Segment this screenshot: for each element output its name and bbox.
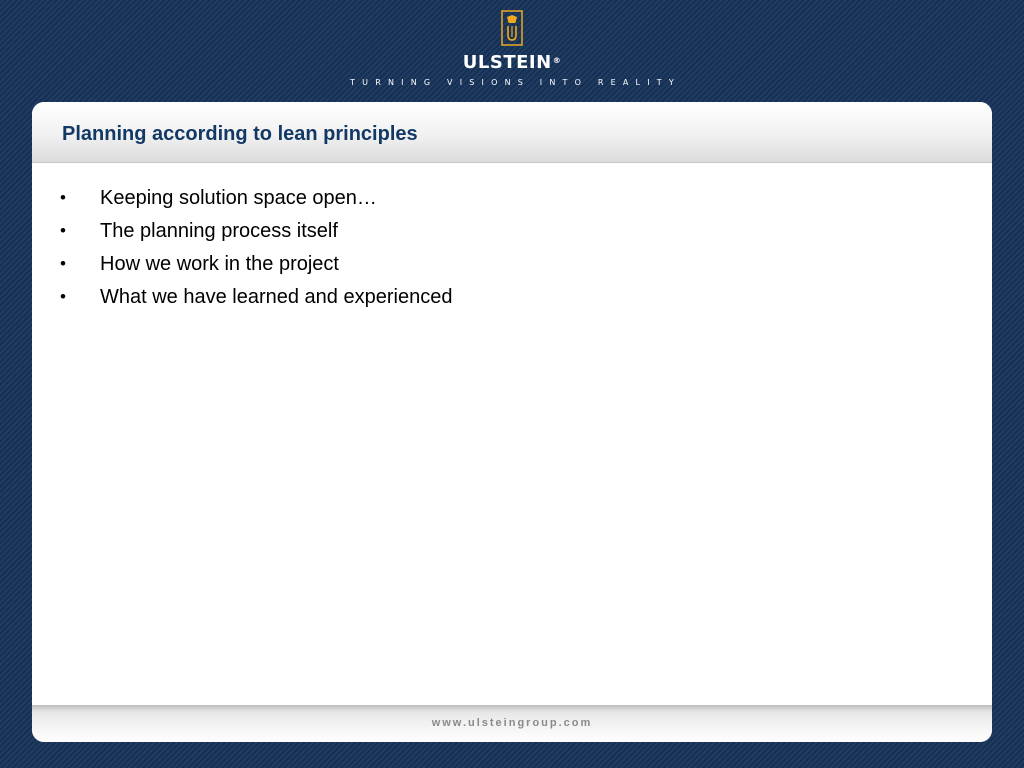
- bullet-item: [32, 285, 992, 318]
- footer-bar: [32, 705, 992, 742]
- footer-url: www.ulsteingroup.com: [431, 717, 593, 729]
- slide-card: [32, 102, 992, 742]
- bullet-text: How we work in the project: [100, 253, 339, 275]
- bullet-item: [32, 219, 992, 252]
- bullet-item: [32, 186, 992, 219]
- bullet-icon: •: [60, 254, 66, 273]
- bullet-icon: •: [60, 287, 66, 306]
- bullet-icon: •: [60, 188, 66, 207]
- bullet-icon: •: [60, 221, 66, 240]
- bullet-list: [32, 186, 992, 318]
- brand-tagline: TURNING VISIONS INTO REALITY: [350, 78, 681, 87]
- bullet-text: What we have learned and experienced: [100, 286, 453, 308]
- registered-mark: ®: [552, 56, 562, 65]
- bullet-item: [32, 252, 992, 285]
- slide-content: [32, 186, 992, 318]
- bullet-text: The planning process itself: [100, 220, 338, 242]
- brand-wordmark: ULSTEIN®: [462, 52, 562, 73]
- slide-title: Planning according to lean principles: [62, 123, 418, 145]
- title-bar: [32, 102, 992, 163]
- bullet-text: Keeping solution space open…: [100, 187, 377, 209]
- ulstein-logo-icon: [501, 10, 523, 46]
- brand-header: [0, 10, 1024, 88]
